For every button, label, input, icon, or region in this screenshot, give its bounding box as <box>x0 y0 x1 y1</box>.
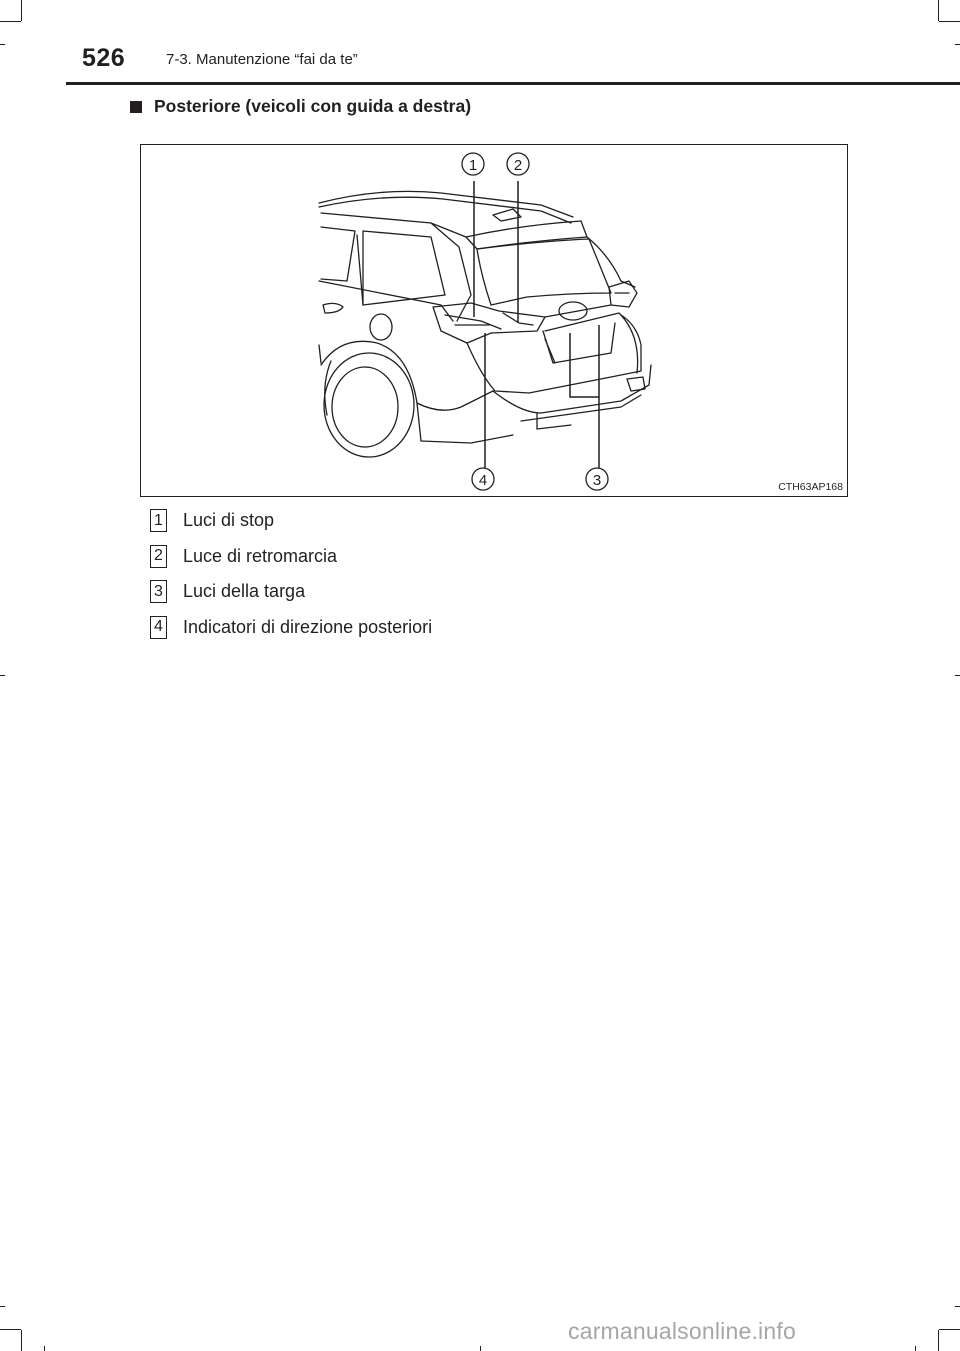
legend-text: Luci di stop <box>183 510 275 531</box>
crop-mark <box>0 1329 21 1330</box>
callout-3-label: 3 <box>592 472 602 489</box>
legend-item <box>150 539 432 575</box>
legend-item <box>150 503 432 539</box>
callout-2-label: 2 <box>513 157 523 174</box>
crop-mark <box>938 0 939 21</box>
square-bullet-icon <box>130 101 142 113</box>
crop-mark <box>0 1306 5 1307</box>
crop-mark <box>955 1306 960 1307</box>
page-number: 526 <box>82 44 126 72</box>
legend-number-box: 3 <box>150 580 167 603</box>
crop-mark <box>939 21 960 22</box>
crop-mark <box>939 1329 960 1330</box>
crop-mark <box>480 1346 481 1351</box>
callout-4-label: 4 <box>478 472 488 489</box>
legend-item <box>150 610 432 646</box>
section-title: 7-3. Manutenzione “fai da te” <box>166 51 358 68</box>
sub-heading <box>130 96 471 117</box>
rear-lights-figure <box>140 144 848 497</box>
crop-mark <box>915 1346 916 1351</box>
legend-number-box: 4 <box>150 616 167 639</box>
watermark-text: carmanualsonline.info <box>568 1318 796 1344</box>
figure-legend <box>150 503 432 645</box>
crop-mark <box>21 0 22 21</box>
crop-mark <box>44 1346 45 1351</box>
crop-mark <box>21 1330 22 1351</box>
crop-mark <box>955 44 960 45</box>
crop-mark <box>0 675 5 676</box>
crop-mark <box>938 1330 939 1351</box>
crop-mark <box>955 675 960 676</box>
car-rear-illustration <box>141 145 848 497</box>
header-divider <box>66 82 960 85</box>
legend-item <box>150 574 432 610</box>
callout-1-label: 1 <box>468 157 478 174</box>
legend-number-box: 1 <box>150 509 167 532</box>
legend-text: Indicatori di direzione posteriori <box>183 616 433 637</box>
legend-number-box: 2 <box>150 545 167 568</box>
sub-heading-text: Posteriore (veicoli con guida a destra) <box>154 96 472 116</box>
crop-mark <box>0 44 5 45</box>
crop-mark <box>0 21 21 22</box>
legend-text: Luce di retromarcia <box>183 545 338 566</box>
figure-code: CTH63AP168 <box>778 481 843 493</box>
legend-text: Luci della targa <box>183 581 306 602</box>
